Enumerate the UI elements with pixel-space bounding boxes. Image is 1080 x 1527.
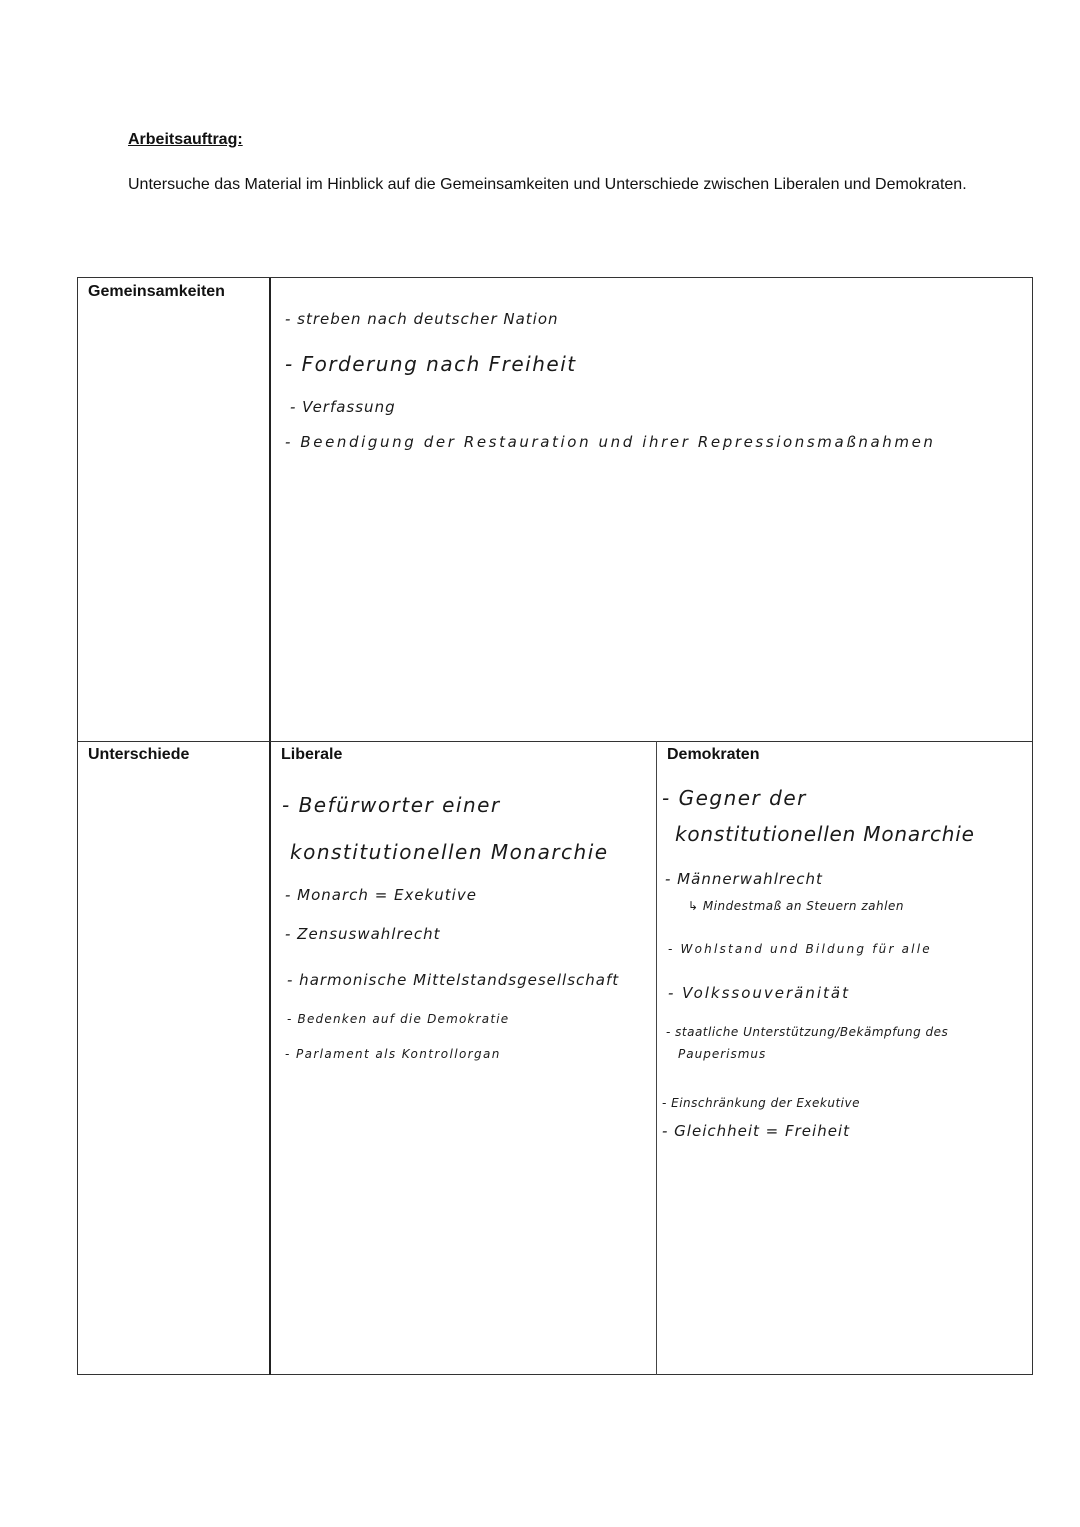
liberale-header: Liberale	[281, 746, 343, 763]
demokraten-item: - Gegner der	[662, 786, 807, 810]
demokraten-item: konstitutionellen Monarchie	[675, 822, 975, 846]
task-title: Arbeitsauftrag:	[128, 131, 243, 148]
liberale-item: - harmonische Mittelstandsgesellschaft	[287, 971, 620, 989]
liberale-item: - Befürworter einer	[282, 793, 501, 817]
gemeinsamkeit-item: - streben nach deutscher Nation	[285, 310, 559, 328]
demokraten-item: - staatliche Unterstützung/Bekämpfung des	[666, 1025, 949, 1039]
liberale-item: - Bedenken auf die Demokratie	[287, 1012, 510, 1026]
demokraten-item: Pauperismus	[678, 1047, 767, 1061]
demokraten-header: Demokraten	[667, 746, 760, 763]
gemeinsamkeiten-label: Gemeinsamkeiten	[88, 283, 225, 300]
demokraten-item: - Wohlstand und Bildung für alle	[668, 942, 932, 956]
unterschiede-label: Unterschiede	[88, 746, 190, 763]
liberale-item: - Parlament als Kontrollorgan	[285, 1047, 501, 1061]
demokraten-item: - Einschränkung der Exekutive	[662, 1096, 860, 1110]
column-divider-2	[656, 741, 657, 1375]
gemeinsamkeit-item: - Forderung nach Freiheit	[285, 352, 577, 376]
gemeinsamkeit-item: - Beendigung der Restauration und ihrer Repressionsmaßnahmen	[285, 433, 936, 451]
row-divider	[78, 741, 1033, 742]
liberale-item: - Monarch = Exekutive	[285, 886, 477, 904]
liberale-item: - Zensuswahlrecht	[285, 925, 441, 943]
demokraten-item: - Volkssouveränität	[668, 984, 851, 1002]
demokraten-item: ↳ Mindestmaß an Steuern zahlen	[688, 899, 904, 913]
task-instructions: Untersuche das Material im Hinblick auf die Gemeinsamkeiten und Unterschiede zwischen Liberalen und Demokraten.	[128, 176, 967, 193]
liberale-item: konstitutionellen Monarchie	[290, 840, 609, 864]
demokraten-item: - Gleichheit = Freiheit	[662, 1122, 850, 1140]
demokraten-item: - Männerwahlrecht	[665, 870, 823, 888]
column-divider-1	[269, 278, 271, 1375]
gemeinsamkeit-item: - Verfassung	[290, 398, 396, 416]
